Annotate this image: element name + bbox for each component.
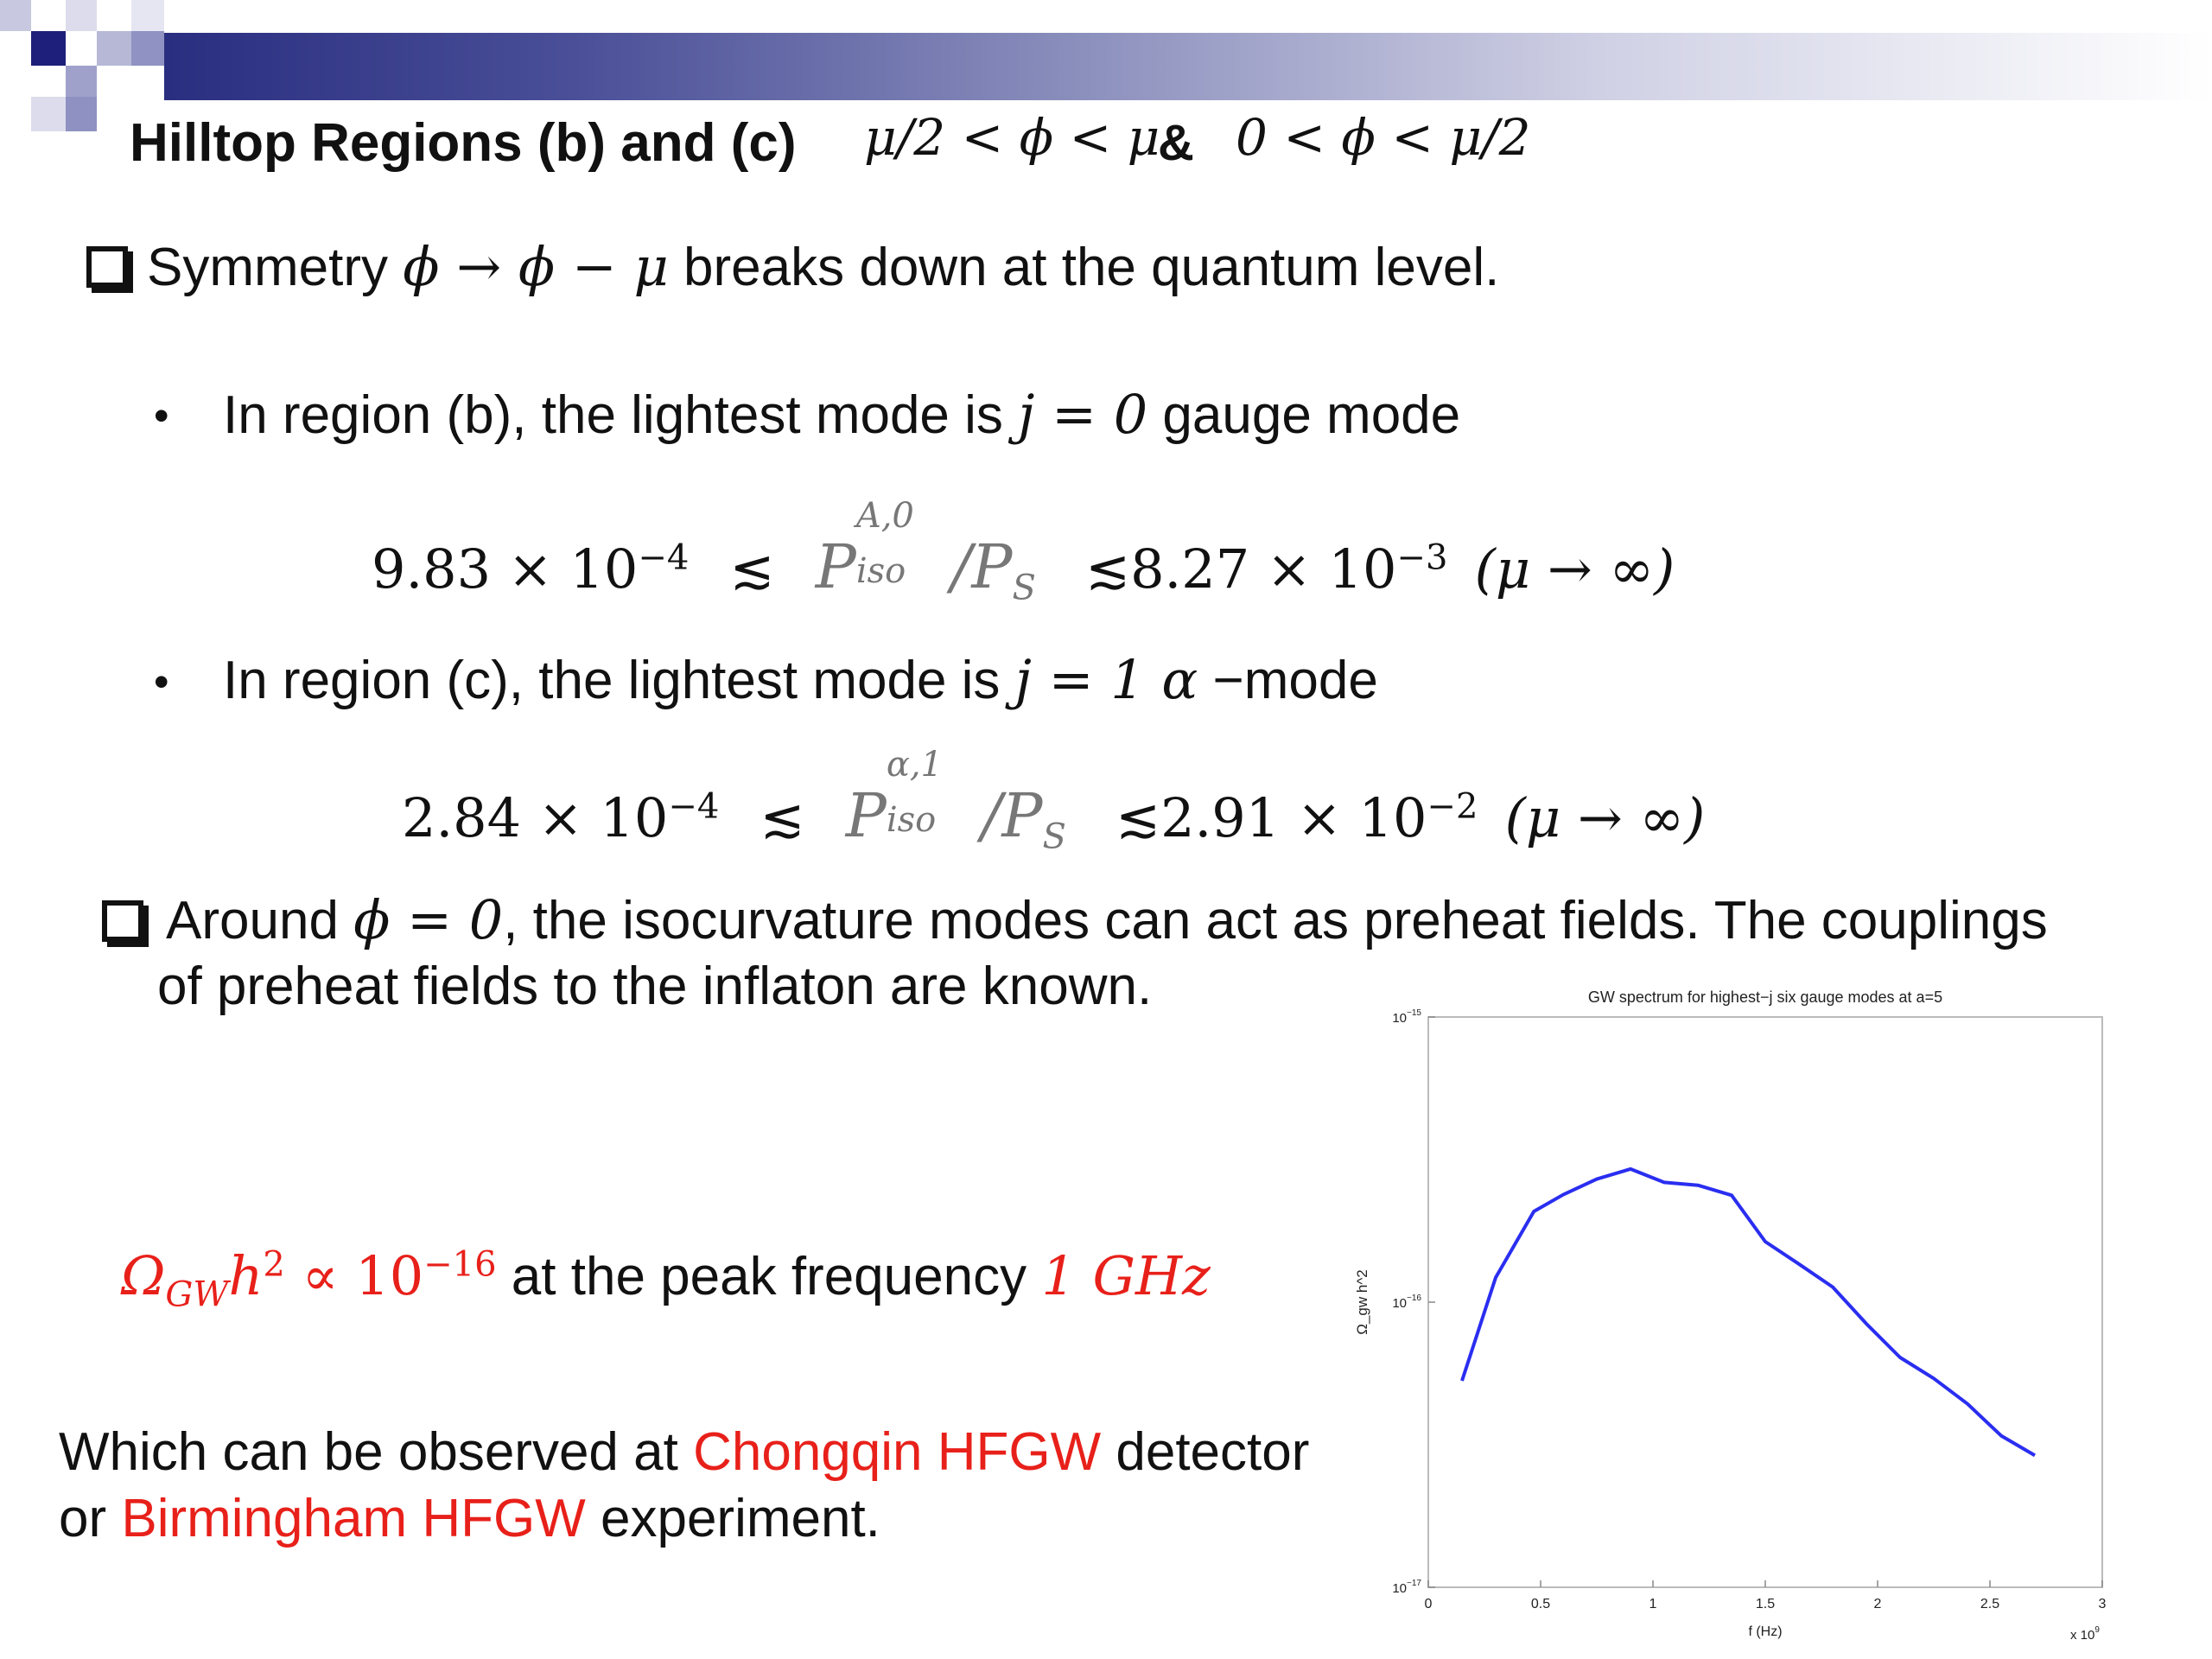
region-b-math: j = 0 xyxy=(1018,383,1148,446)
gw-spectrum-chart xyxy=(1348,981,2126,1646)
banner-square xyxy=(31,97,66,131)
eq-c-lower-exp: −4 xyxy=(668,786,720,827)
preheat-statement-line1 xyxy=(166,888,2048,951)
eq-b-lower: 9.83 × 10 xyxy=(372,537,639,601)
x-tick-label: 1 xyxy=(1649,1597,1657,1611)
observation-pre: Which can be observed at xyxy=(59,1422,694,1482)
omega-prop: ∝ 10 xyxy=(284,1244,424,1307)
eq-b-P: P xyxy=(815,531,856,602)
preheat-math: ϕ = 0 xyxy=(353,888,504,951)
region-c-text-post: −mode xyxy=(1198,651,1378,710)
eq-c-P: P xyxy=(845,780,887,851)
chongqin-detector-name: Chongqin HFGW xyxy=(693,1422,1102,1482)
eq-b-Ps: P xyxy=(971,531,1013,602)
region-c-text-pre: In region (c), the lightest mode is xyxy=(223,651,1015,710)
gw-amplitude-statement xyxy=(121,1244,1211,1314)
omega-mid-text: at the peak frequency xyxy=(496,1247,1042,1306)
symmetry-statement xyxy=(147,235,1499,298)
y-tick-label: $10^{-16}$ xyxy=(1392,1294,1421,1311)
chart-plot-frame xyxy=(1428,1017,2102,1587)
title-region-c-condition: 0 < ϕ < μ/2 xyxy=(1236,108,1531,167)
observation-line2 xyxy=(59,1488,880,1549)
eq-c-slash: / xyxy=(981,780,1002,851)
banner-square xyxy=(31,31,66,66)
checkbox-bullet-icon xyxy=(102,900,143,942)
banner-square xyxy=(131,31,164,66)
region-c-bound-equation xyxy=(402,745,1706,857)
eq-b-upper: 8.27 × 10 xyxy=(1130,537,1397,601)
observation-line1 xyxy=(59,1421,1309,1483)
region-c-math: j = 1 α xyxy=(1014,648,1198,711)
eq-c-rel1: ≲ xyxy=(760,786,805,849)
x-axis-label: f (Hz) xyxy=(1748,1624,1783,1639)
eq-c-upper: 2.91 × 10 xyxy=(1160,786,1427,849)
eq-b-lower-exp: −4 xyxy=(638,537,690,578)
eq-b-slash: / xyxy=(950,531,972,602)
symmetry-text-post: breaks down at the quantum level. xyxy=(668,238,1500,297)
eq-b-P-sub: iso xyxy=(855,551,906,591)
birmingham-experiment-name: Birmingham HFGW xyxy=(121,1489,586,1548)
title-ampersand: & xyxy=(1158,115,1194,171)
slide-title: Hilltop Regions (b) and (c) xyxy=(130,113,797,173)
chart-series-layer xyxy=(1462,1169,2035,1456)
banner-square xyxy=(66,66,97,97)
symmetry-text-pre: Symmetry xyxy=(147,238,404,297)
x-axis-multiplier: x $10^9$ xyxy=(2070,1625,2100,1643)
x-tick-label: 3 xyxy=(2098,1597,2107,1611)
observation2-post: experiment. xyxy=(585,1489,880,1548)
region-c-statement xyxy=(223,648,1378,711)
eq-b-Ps-sub: S xyxy=(1012,568,1036,608)
preheat-text-pre: Around xyxy=(166,891,354,950)
omega-exp: −16 xyxy=(423,1244,497,1285)
eq-b-limit: (μ → ∞) xyxy=(1474,537,1675,601)
eq-b-rel1: ≲ xyxy=(729,537,775,601)
bullet-dot-icon: • xyxy=(154,658,169,706)
omega-symbol: Ω xyxy=(121,1244,166,1307)
banner-square xyxy=(66,0,97,31)
eq-c-Ps-sub: S xyxy=(1042,817,1066,857)
title-region-b-condition: μ/2 < ϕ < μ xyxy=(864,108,1160,167)
region-b-bound-equation xyxy=(372,496,1675,608)
y-axis-label: Ω_gw h^2 xyxy=(1354,1269,1370,1335)
eq-c-P-sub: iso xyxy=(886,800,937,840)
preheat-text-post: , the isocurvature modes can act as preheat fields. The couplings xyxy=(503,891,2048,950)
eq-c-Ps: P xyxy=(1001,780,1043,851)
y-tick-label: $10^{-15}$ xyxy=(1392,1008,1421,1026)
x-tick-label: 0.5 xyxy=(1530,1597,1551,1611)
region-b-text-post: gauge mode xyxy=(1147,385,1461,445)
x-tick-label: 2.5 xyxy=(1980,1597,2000,1611)
preheat-statement-line2: of preheat fields to the inflaton are known. xyxy=(157,957,1153,1016)
x-axis-ticks xyxy=(1425,1580,2107,1611)
eq-b-upper-exp: −3 xyxy=(1396,537,1448,578)
banner-square xyxy=(66,97,97,131)
eq-c-P-sup: α,1 xyxy=(886,745,943,785)
bullet-dot-icon: • xyxy=(154,391,169,440)
eq-c-lower: 2.84 × 10 xyxy=(402,786,669,849)
banner-square xyxy=(97,31,131,66)
eq-b-P-sup: A,0 xyxy=(855,496,914,536)
x-tick-label: 0 xyxy=(1424,1597,1433,1611)
observation2-pre: or xyxy=(59,1489,122,1548)
x-tick-label: 1.5 xyxy=(1755,1597,1776,1611)
omega-h: h xyxy=(228,1244,264,1307)
y-tick-label: $10^{-17}$ xyxy=(1392,1579,1421,1596)
eq-b-rel2: ≲ xyxy=(1085,537,1131,601)
header-gradient-bar xyxy=(164,33,2212,100)
banner-square xyxy=(131,0,164,31)
x-tick-label: 2 xyxy=(1873,1597,1882,1611)
symmetry-math: ϕ → ϕ − μ xyxy=(403,235,669,298)
eq-c-limit: (μ → ∞) xyxy=(1504,786,1706,849)
checkbox-bullet-icon xyxy=(86,246,128,288)
eq-c-upper-exp: −2 xyxy=(1427,786,1478,827)
region-b-text-pre: In region (b), the lightest mode is xyxy=(223,385,1019,445)
chart-title: GW spectrum for highest−j six gauge modes at a=5 xyxy=(1587,988,1943,1006)
region-b-statement xyxy=(223,383,1460,446)
eq-c-rel2: ≲ xyxy=(1116,786,1161,849)
observation-post: detector xyxy=(1101,1422,1310,1482)
banner-square xyxy=(0,0,31,31)
omega-h-sup: 2 xyxy=(263,1244,285,1285)
omega-freq: 1 GHz xyxy=(1041,1244,1211,1307)
omega-sub: GW xyxy=(165,1274,229,1315)
series-line-0 xyxy=(1462,1169,2035,1456)
